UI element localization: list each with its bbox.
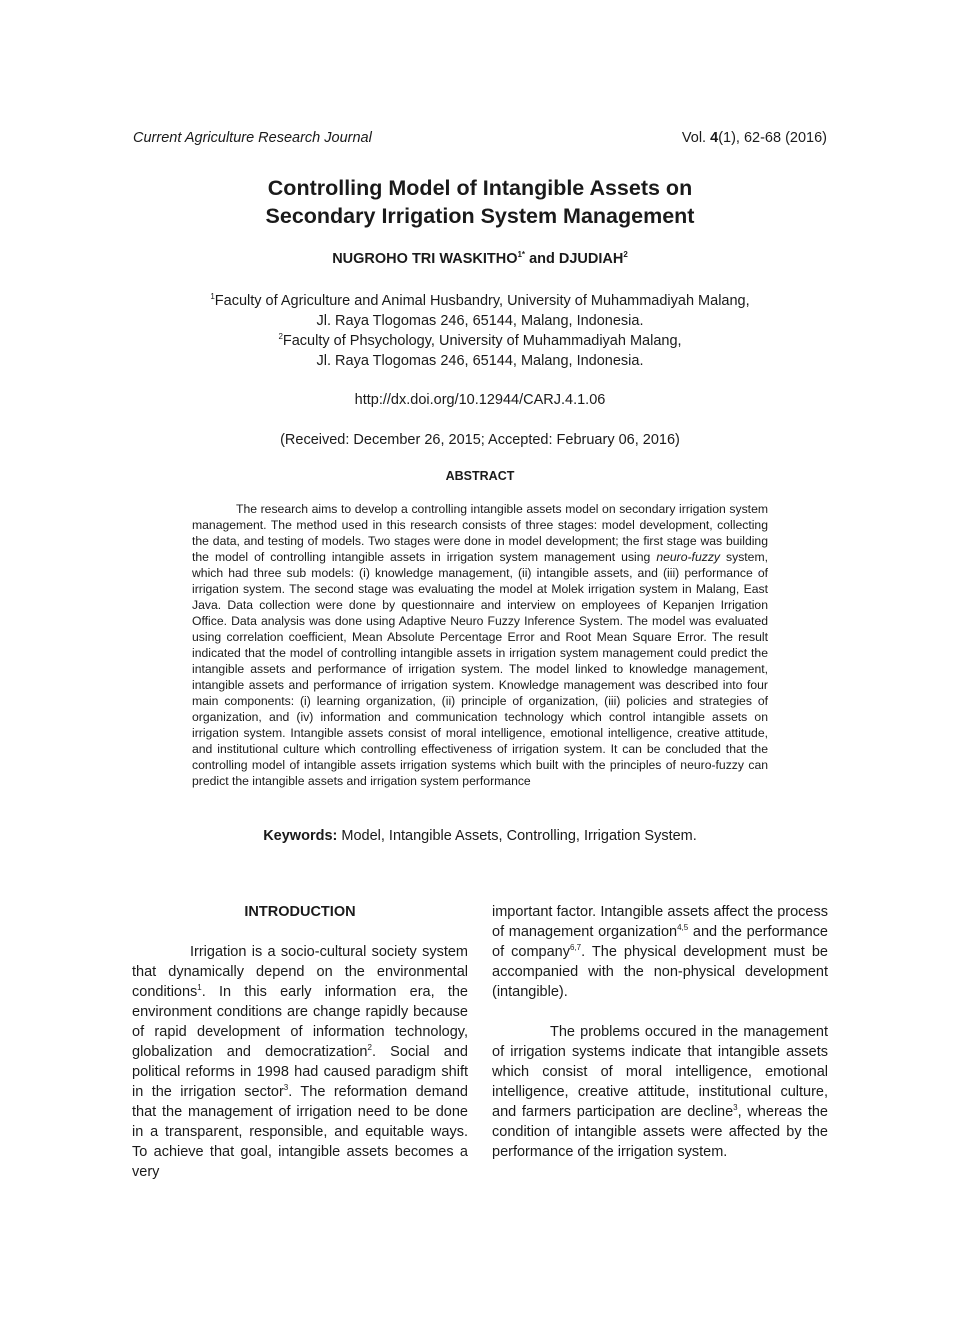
p1-ref-2: 2 xyxy=(367,1043,372,1053)
authors-and: and xyxy=(525,251,559,267)
vol-number: 4 xyxy=(710,130,719,146)
authors xyxy=(0,251,960,267)
p2-text-2: , whereas the condition of intangible assets were affected by the performance of the irrigation system. xyxy=(492,1104,828,1160)
affiliation-1-sup: 1 xyxy=(210,292,215,302)
affiliation-2-text: Faculty of Phsychology, University of Muhammadiyah Malang, xyxy=(282,333,682,349)
running-header-journal: Current Agriculture Research Journal xyxy=(133,130,372,146)
p1-ref-4: 4,5 xyxy=(677,923,689,933)
p1-text-3: . Social and political reforms in 1998 had caused paradigm shift in the irrigation sector xyxy=(132,1044,468,1100)
p2-text-1: The problems occured in the management of irrigation systems indicate that intangible assets which consist of moral intelligence, emotional intelligence, creative attitude, institutional culture, and farmers participation are decline xyxy=(492,1024,828,1120)
affiliation-1-line-2: Jl. Raya Tlogomas 246, 65144, Malang, Indonesia. xyxy=(316,313,644,329)
intro-paragraph-2 xyxy=(492,1022,828,1162)
affiliation-2-line-1 xyxy=(0,331,960,351)
keywords xyxy=(0,828,960,844)
p1-text-2: . In this early information era, the environment conditions are change rapidly because of rapid development of information technology, globalization and democratization xyxy=(132,984,468,1060)
paper-title xyxy=(0,174,960,230)
abstract-text-2: system, which had three sub models: (i) knowledge management, (ii) intangible assets, and (iii) performance of irrigation system. The second stage was evaluating the model at Molek irrigation system in Malang, East Java. Data collection were done by questionnaire and interview on employees of Kepanjen Irrigation Office. Data analysis was done using Adaptive Neuro Fuzzy Inference System. The model was evaluated using correlation coefficient, Mean Absolute Percentage Error and Root Mean Square Error. The result indicated that the model of controlling intangible assets in irrigation system management could predict the intangible assets and performance of irrigation system. The model linked to knowledge management, intangible assets and performance of irrigation system. Knowledge management was described into four main components: (i) learning organization, (ii) principle of organization, (iii) policies and strategies of organization, and (iv) information and communication technology which control intangible assets on irrigation system. Intangible assets consist of moral intelligence, emotional intelligence, creative attitude, and institutional culture which controlling effectiveness of irrigation system. It can be concluded that the controlling model of intangible assets irrigation systems which built with the principles of neuro-fuzzy can predict the intangible assets and irrigation system performance xyxy=(192,550,768,788)
body-column-left xyxy=(132,902,468,1182)
received-dates: (Received: December 26, 2015; Accepted: February 06, 2016) xyxy=(280,432,680,448)
p1-text-5: and the performance of company xyxy=(492,924,828,960)
author-2-sup: 2 xyxy=(623,250,628,260)
p1-text-6: . The physical development must be accompanied with the non-physical development (intangible). xyxy=(492,944,828,1000)
abstract-text-1: The research aims to develop a controlling intangible assets model on secondary irrigation system management. The method used in this research consists of three stages: model development, collecting the data, and testing of models. Two stages were done in model development; the first stage was building the model of controlling intangible assets in irrigation system management using xyxy=(192,502,768,564)
affiliation-1-text: Faculty of Agriculture and Animal Husbandry, University of Muhammadiyah Malang, xyxy=(214,293,750,309)
p1-text-1: Irrigation is a socio-cultural society system that dynamically depend on the environmental conditions xyxy=(132,944,468,1000)
paragraph-gap xyxy=(492,1002,828,1022)
p1-text-4a: . The reformation demand that the management of irrigation need to be done in a transparent, responsible, and equitable ways. To achieve that goal, intangible assets becomes a very xyxy=(132,1084,468,1180)
p1-ref-1: 1 xyxy=(197,983,202,993)
abstract-heading: ABSTRACT xyxy=(445,469,515,483)
title-line-1: Controlling Model of Intangible Assets on xyxy=(267,176,693,200)
affiliation-2-line-2: Jl. Raya Tlogomas 246, 65144, Malang, Indonesia. xyxy=(316,353,644,369)
vol-suffix: (1), 62-68 (2016) xyxy=(718,130,827,146)
keywords-text: Model, Intangible Assets, Controlling, Irrigation System. xyxy=(337,828,697,844)
intro-paragraph-1-part-a xyxy=(132,942,468,1182)
body-column-right xyxy=(492,902,828,1162)
author-2: DJUDIAH xyxy=(558,251,624,267)
affiliations xyxy=(0,291,960,371)
abstract-body xyxy=(192,501,768,789)
affiliation-2-sup: 2 xyxy=(278,332,283,342)
author-1: NUGROHO TRI WASKITHO xyxy=(332,251,518,267)
p1-ref-3: 3 xyxy=(283,1083,289,1093)
abstract-italic-term: neuro-fuzzy xyxy=(656,550,721,564)
doi-link[interactable]: http://dx.doi.org/10.12944/CARJ.4.1.06 xyxy=(354,392,606,408)
vol-prefix: Vol. xyxy=(681,130,711,146)
introduction-heading: INTRODUCTION xyxy=(244,904,356,920)
affiliation-1-line-1 xyxy=(0,291,960,311)
running-header-volume xyxy=(682,130,827,146)
p1-ref-5: 6,7 xyxy=(569,943,582,953)
p2-ref-1: 3 xyxy=(733,1103,738,1113)
keywords-label: Keywords: xyxy=(263,828,338,844)
p1-text-4b: important factor. Intangible assets affect the process of management organization xyxy=(492,904,828,940)
intro-paragraph-1-part-b xyxy=(492,902,828,1002)
title-line-2: Secondary Irrigation System Management xyxy=(265,204,695,228)
author-1-sup: 1* xyxy=(517,250,526,260)
